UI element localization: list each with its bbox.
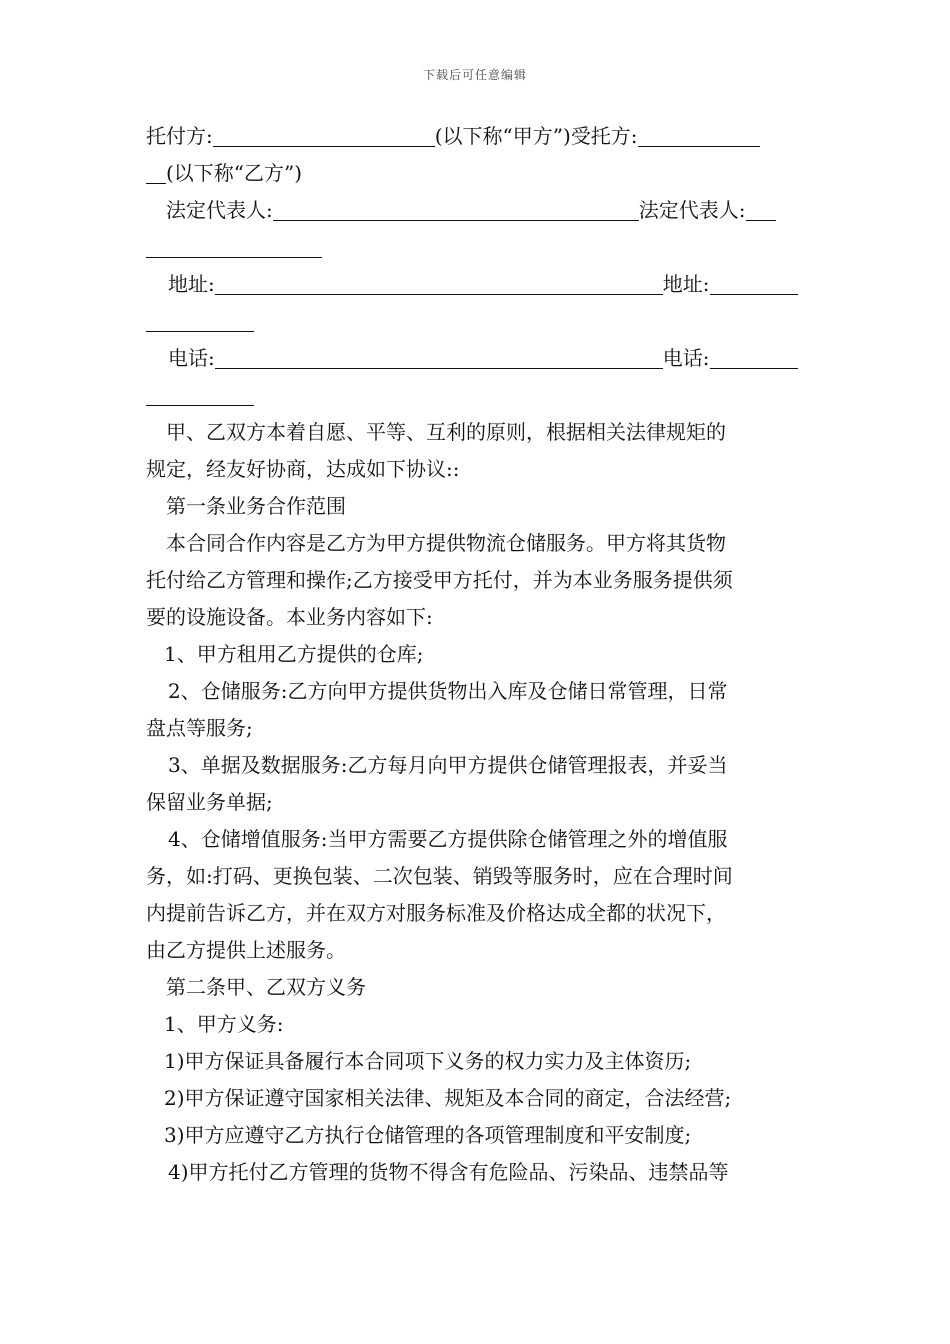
consignee-ref-line bbox=[146, 155, 806, 192]
address-blank-a bbox=[215, 268, 663, 295]
item1 bbox=[146, 636, 806, 673]
consignor-line bbox=[146, 118, 806, 155]
party-a-duty-text: 1、甲方义务: bbox=[164, 1012, 284, 1036]
item4-a-text: 4、仓储增值服务:当甲方需要乙方提供除仓储管理之外的增值服 bbox=[168, 827, 728, 851]
address-label-b: 地址: bbox=[662, 272, 710, 296]
rep-blank-b bbox=[746, 194, 776, 221]
address-label-a: 地址: bbox=[168, 272, 215, 296]
item1-text: 1、甲方租用乙方提供的仓库; bbox=[164, 642, 424, 666]
consignee-blank bbox=[638, 120, 760, 147]
duty-2-text: 2)甲方保证遵守国家相关法律、规矩及本合同的商定，合法经营; bbox=[164, 1086, 732, 1110]
article1-title-text: 第一条业务合作范围 bbox=[166, 494, 346, 518]
article1-title bbox=[146, 488, 806, 525]
address-blank-b-cont bbox=[146, 305, 254, 332]
article1-p3: 要的设施设备。本业务内容如下: bbox=[146, 605, 433, 629]
article2-title bbox=[146, 969, 806, 1006]
item3-b: 保留业务单据; bbox=[146, 790, 273, 814]
rep-line bbox=[146, 192, 806, 229]
phone-blank-b-cont bbox=[146, 379, 254, 406]
rep-cont-line bbox=[146, 229, 806, 266]
duty-1 bbox=[146, 1043, 806, 1080]
item2-a bbox=[146, 673, 806, 710]
consignee-label: 受托方: bbox=[570, 124, 638, 148]
phone-line bbox=[146, 340, 806, 377]
intro-line-2: 规定，经友好协商，达成如下协议:: bbox=[146, 457, 460, 481]
item3-a bbox=[146, 747, 806, 784]
header-note: 下载后可任意编辑 bbox=[422, 68, 527, 82]
article1-p1-text: 本合同合作内容是乙方为甲方提供物流仓储服务。甲方将其货物 bbox=[166, 531, 726, 555]
duty-1-text: 1)甲方保证具备履行本合同项下义务的权力实力及主体资历; bbox=[164, 1049, 692, 1073]
rep-blank-a bbox=[273, 194, 639, 221]
item4-d: 由乙方提供上述服务。 bbox=[146, 938, 346, 962]
consignee-ref: (以下称“乙方”) bbox=[166, 161, 303, 185]
rep-label-b: 法定代表人: bbox=[638, 198, 746, 222]
consignor-ref: (以下称“甲方”) bbox=[434, 124, 571, 148]
address-blank-b bbox=[710, 268, 798, 295]
duty-3-text: 3)甲方应遵守乙方执行仓储管理的各项管理制度和平安制度; bbox=[164, 1123, 692, 1147]
consignor-label: 托付方: bbox=[146, 124, 213, 148]
duty-4-text: 4)甲方托付乙方管理的货物不得含有危险品、污染品、违禁品等 bbox=[168, 1160, 729, 1184]
rep-blank-b-cont bbox=[146, 231, 322, 258]
item2-a-text: 2、仓储服务:乙方向甲方提供货物出入库及仓储日常管理，日常 bbox=[168, 679, 728, 703]
article2-title-text: 第二条甲、乙双方义务 bbox=[166, 975, 366, 999]
duty-4 bbox=[146, 1154, 806, 1191]
address-line bbox=[146, 266, 806, 303]
party-a-duty-heading bbox=[146, 1006, 806, 1043]
phone-cont-line bbox=[146, 377, 806, 414]
phone-blank-b bbox=[710, 342, 798, 369]
phone-blank-a bbox=[215, 342, 663, 369]
intro-text-1: 甲、乙双方本着自愿、平等、互利的原则，根据相关法律规矩的 bbox=[166, 420, 726, 444]
item3-a-text: 3、单据及数据服务:乙方每月向甲方提供仓储管理报表，并妥当 bbox=[168, 753, 728, 777]
duty-2 bbox=[146, 1080, 806, 1117]
duty-3 bbox=[146, 1117, 806, 1154]
consignee-blank-cont bbox=[146, 157, 166, 184]
phone-label-a: 电话: bbox=[168, 346, 215, 370]
item4-b: 务，如:打码、更换包装、二次包装、销毁等服务时，应在合理时间 bbox=[146, 864, 733, 888]
item4-a bbox=[146, 821, 806, 858]
intro-line-1 bbox=[146, 414, 806, 451]
rep-label-a: 法定代表人: bbox=[166, 198, 273, 222]
article1-p2: 托付给乙方管理和操作;乙方接受甲方托付，并为本业务服务提供须 bbox=[146, 568, 733, 592]
address-cont-line bbox=[146, 303, 806, 340]
contract-body bbox=[146, 118, 806, 1191]
article1-p1 bbox=[146, 525, 806, 562]
item4-c: 内提前告诉乙方，并在双方对服务标准及价格达成全都的状况下， bbox=[146, 901, 726, 925]
consignor-blank bbox=[213, 120, 435, 147]
phone-label-b: 电话: bbox=[662, 346, 710, 370]
item2-b: 盘点等服务; bbox=[146, 716, 253, 740]
